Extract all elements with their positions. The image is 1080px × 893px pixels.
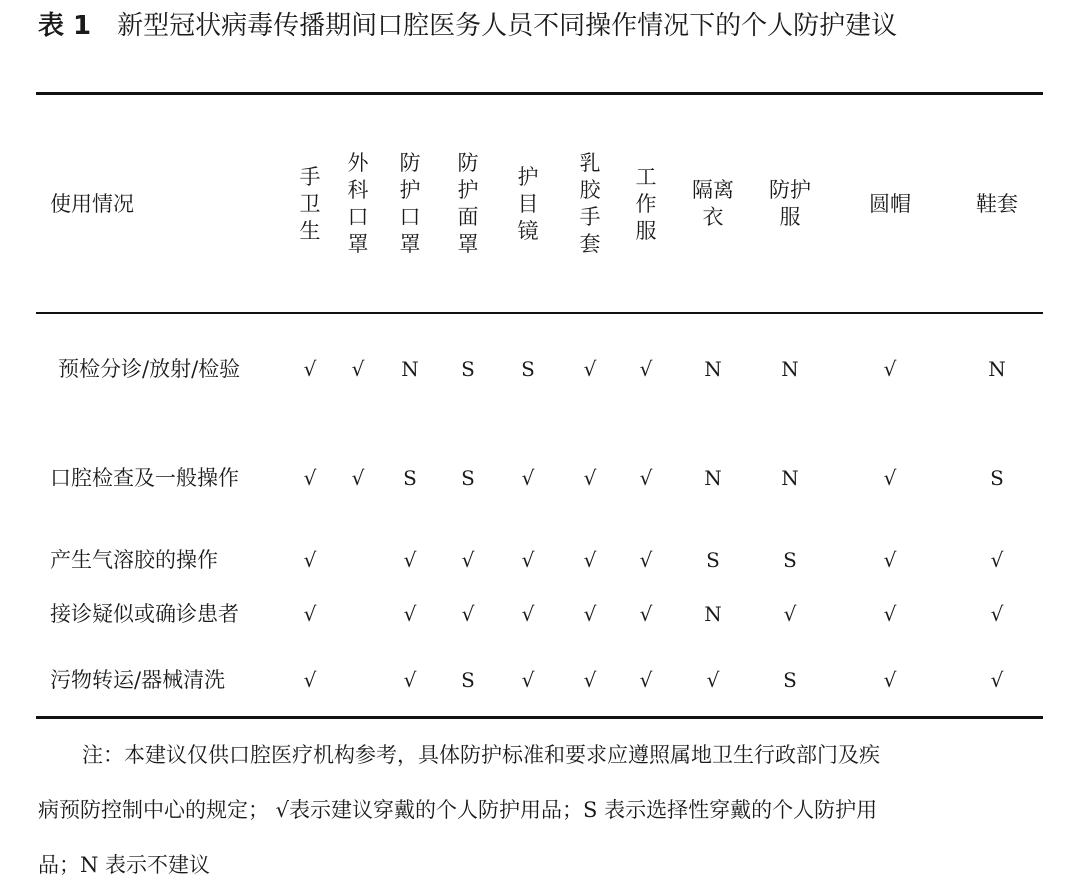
column-header-c11 — [957, 191, 1037, 218]
table-cell: √ — [639, 357, 653, 381]
table-cell: S — [461, 357, 475, 381]
note-line-3: 品；N 表示不建议 — [38, 853, 211, 877]
column-header-text: 镜 — [517, 218, 539, 243]
table-cell: √ — [990, 602, 1004, 626]
column-header-text: 护 — [457, 178, 479, 202]
table-cell: √ — [521, 668, 535, 692]
table-cell: S — [783, 668, 797, 692]
row-label: 口腔检查及一般操作 — [50, 466, 239, 490]
column-header-text: 衣 — [702, 205, 724, 229]
table-cell: √ — [883, 466, 897, 490]
table-cell: S — [990, 466, 1004, 490]
table-cell: √ — [521, 602, 535, 626]
column-header-text: 防 — [457, 151, 479, 175]
table-cell: √ — [303, 357, 317, 381]
table-cell: √ — [521, 466, 535, 490]
table-cell: N — [988, 357, 1006, 381]
table-cell: √ — [351, 466, 365, 490]
table-cell: S — [403, 466, 417, 490]
table-cell: √ — [883, 602, 897, 626]
column-header-text: 圆帽 — [869, 191, 911, 216]
column-header-text: 生 — [299, 218, 321, 243]
row-label: 产生气溶胶的操作 — [50, 548, 218, 572]
table-cell: √ — [583, 357, 597, 381]
table-cell: √ — [583, 548, 597, 572]
column-header-text: 口 — [347, 205, 369, 229]
table-cell: N — [704, 602, 722, 626]
note-line-2: 病预防控制中心的规定； √表示建议穿戴的个人防护用品；S 表示选择性穿戴的个人防护用 — [38, 798, 878, 822]
row-label: 污物转运/器械清洗 — [50, 668, 226, 692]
column-header-text: 胶 — [579, 178, 601, 202]
table-cell: √ — [883, 548, 897, 572]
column-header-c10 — [850, 191, 930, 218]
table-cell: √ — [403, 548, 417, 572]
table-cell: √ — [639, 668, 653, 692]
bottom-rule — [36, 716, 1043, 719]
table-cell: √ — [990, 548, 1004, 572]
column-header-text: 口 — [399, 205, 421, 229]
table-cell: √ — [403, 602, 417, 626]
table-cell: √ — [403, 668, 417, 692]
column-header-text: 外 — [347, 151, 369, 175]
table-caption — [38, 8, 897, 44]
table-cell: N — [781, 357, 799, 381]
header-rule — [36, 312, 1043, 314]
column-header-text: 护 — [399, 178, 421, 202]
table-cell: √ — [303, 466, 317, 490]
table-cell: √ — [303, 602, 317, 626]
table-cell: √ — [583, 466, 597, 490]
table-cell: S — [783, 548, 797, 572]
table-cell: N — [781, 466, 799, 490]
table-cell: √ — [706, 668, 720, 692]
table-cell: S — [461, 466, 475, 490]
column-header-text: 罩 — [457, 232, 479, 256]
table-cell: √ — [883, 668, 897, 692]
table-number: 表 1 — [38, 11, 92, 41]
table-cell: √ — [521, 548, 535, 572]
column-header-text: 乳 — [579, 151, 601, 175]
usage-column-header: 使用情况 — [50, 192, 134, 216]
table-cell: S — [706, 548, 720, 572]
column-header-text: 服 — [779, 205, 801, 229]
column-header-text: 防护 — [769, 178, 811, 202]
column-header-text: 护 — [517, 164, 539, 189]
column-header-c9 — [750, 177, 830, 231]
column-header-text: 卫 — [299, 191, 321, 216]
table-cell: √ — [783, 602, 797, 626]
column-header-c8 — [673, 177, 753, 231]
column-header-text: 鞋套 — [976, 191, 1018, 216]
table-title: 新型冠状病毒传播期间口腔医务人员不同操作情况下的个人防护建议 — [117, 11, 898, 41]
table-cell: √ — [461, 602, 475, 626]
column-header-text: 面 — [457, 205, 479, 229]
table-cell: √ — [883, 357, 897, 381]
column-header-text: 目 — [517, 191, 539, 216]
column-header-text: 罩 — [399, 232, 421, 256]
table-cell: √ — [303, 548, 317, 572]
table-cell: √ — [990, 668, 1004, 692]
table-cell: √ — [639, 466, 653, 490]
table-cell: √ — [639, 602, 653, 626]
table-cell: N — [401, 357, 419, 381]
column-header-text: 服 — [635, 218, 657, 243]
table-cell: √ — [583, 602, 597, 626]
table-cell: √ — [639, 548, 653, 572]
column-header-text: 手 — [299, 164, 321, 189]
table-cell: N — [704, 466, 722, 490]
table-cell: S — [461, 668, 475, 692]
column-header-text: 科 — [347, 178, 369, 202]
table-cell: N — [704, 357, 722, 381]
note-line-1: 注：本建议仅供口腔医疗机构参考，具体防护标准和要求应遵照属地卫生行政部门及疾 — [82, 743, 880, 767]
row-label: 预检分诊/放射/检验 — [58, 357, 241, 381]
column-header-text: 工 — [635, 164, 657, 189]
column-header-text: 防 — [399, 151, 421, 175]
column-header-text: 手 — [579, 205, 601, 229]
top-rule — [36, 92, 1043, 95]
column-header-text: 套 — [579, 232, 601, 256]
table-cell: √ — [583, 668, 597, 692]
column-header-text: 作 — [635, 191, 657, 216]
table-cell: S — [521, 357, 535, 381]
table-note — [38, 728, 1043, 893]
column-header-text: 隔离 — [692, 178, 734, 202]
table-cell: √ — [461, 548, 475, 572]
table-cell: √ — [303, 668, 317, 692]
table-cell: √ — [351, 357, 365, 381]
column-header-text: 罩 — [347, 232, 369, 256]
row-label: 接诊疑似或确诊患者 — [50, 602, 239, 626]
